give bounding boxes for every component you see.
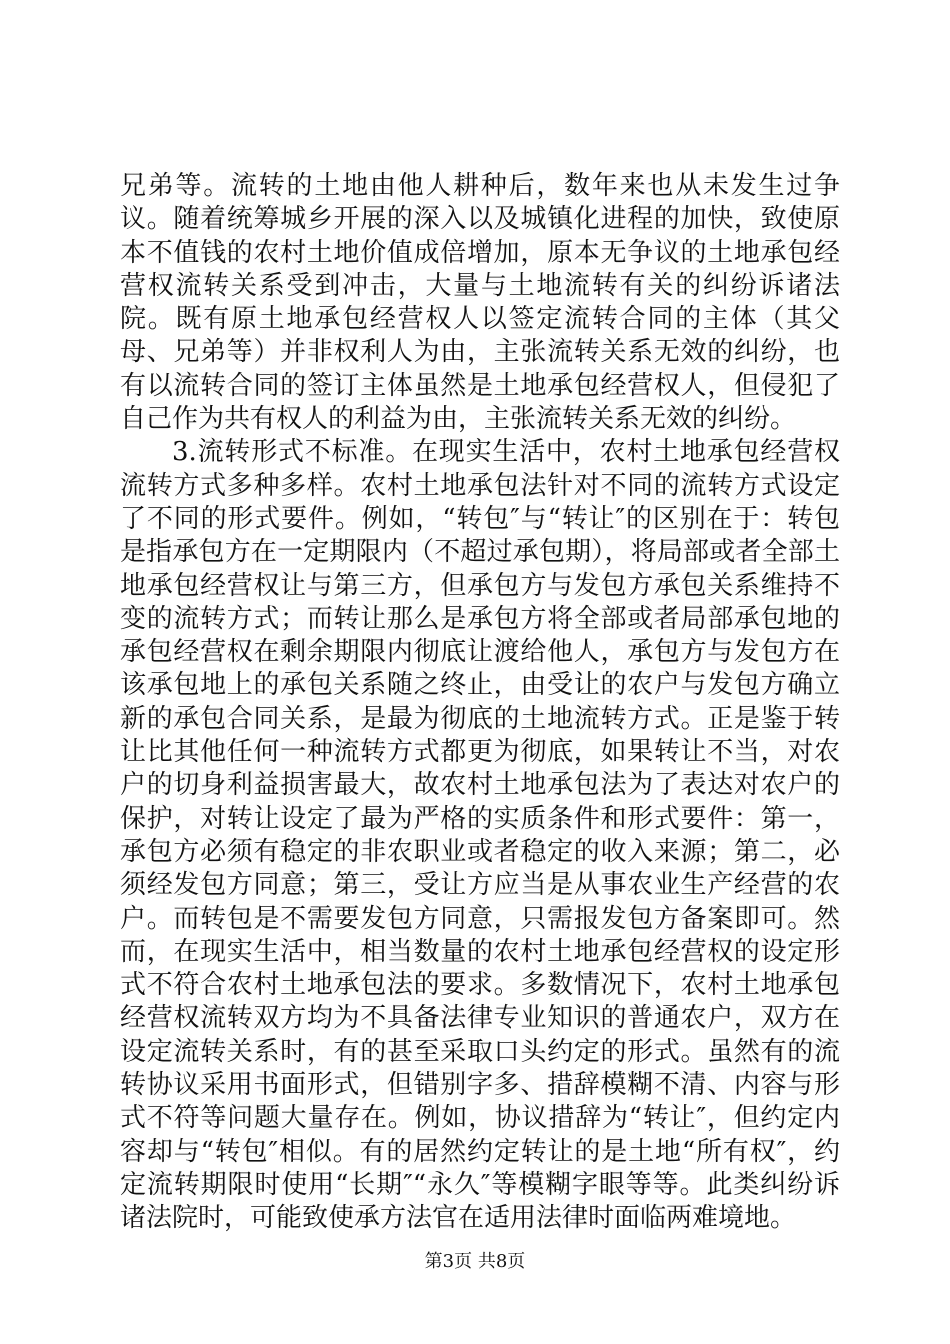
paragraph-section-3: 3.流转形式不标准。在现实生活中，农村土地承包经营权流转方式多种多样。农村土地承包法针对不同的流转方式设定了不同的形式要件。例如，“转包″与“转让″的区别在于：转包是指承包方在一定期限内（不超过承包期），将局部或者全部土地承包经营权让与第三方，但承包方与发包方承包关系维持不变的流转方式；而转让那么是承包方将全部或者局部承包地的承包经营权在剩余期限内彻底让渡给他人，承包方与发包方在该承包地上的承包关系随之终止，由受让的农户与发包方确立新的承包合同关系，是最为彻底的土地流转方式。正是鉴于转让比其他任何一种流转方式都更为彻底，如果转让不当，对农户的切身利益损害最大，故农村土地承包法为了表达对农户的保护，对转让设定了最为严格的实质条件和形式要件：第一，承包方必须有稳定的非农职业或者稳定的收入来源；第二，必须经发包方同意；第三，受让方应当是从事农业生产经营的农户。而转包是不需要发包方同意，只需报发包方备案即可。然而，在现实生活中，相当数量的农村土地承包经营权的设定形式不符合农村土地承包法的要求。多数情况下，农村土地承包经营权流转双方均为不具备法律专业知识的普通农户，双方在设定流转关系时，有的甚至采取口头约定的形式。虽然有的流转协议采用书面形式，但错别字多、措辞模糊不清、内容与形式不符等问题大量存在。例如，协议措辞为“转让″，但约定内容却与“转包″相似。有的居然约定转让的是土地“所有权″，约定流转期限时使用“长期″“永久″等模糊字眼等等。此类纠纷诉诸法院时，可能致使承方法官在适用法律时面临两难境地。 [120, 437, 840, 1234]
page-footer: 第3页 共8页 [424, 1251, 526, 1272]
paragraph-continuation: 兄弟等。流转的土地由他人耕种后，数年来也从未发生过争议。随着统筹城乡开展的深入以及城镇化进程的加快，致使原本不值钱的农村土地价值成倍增加，原本无争议的土地承包经营权流转关系受到冲击，大量与土地流转有关的纠纷诉诸法院。既有原土地承包经营权人以签定流转合同的主体（其父母、兄弟等）并非权利人为由，主张流转关系无效的纠纷，也有以流转合同的签订主体虽然是土地承包经营权人，但侵犯了自己作为共有权人的利益为由，主张流转关系无效的纠纷。 [120, 171, 840, 435]
document-body [120, 170, 840, 1236]
